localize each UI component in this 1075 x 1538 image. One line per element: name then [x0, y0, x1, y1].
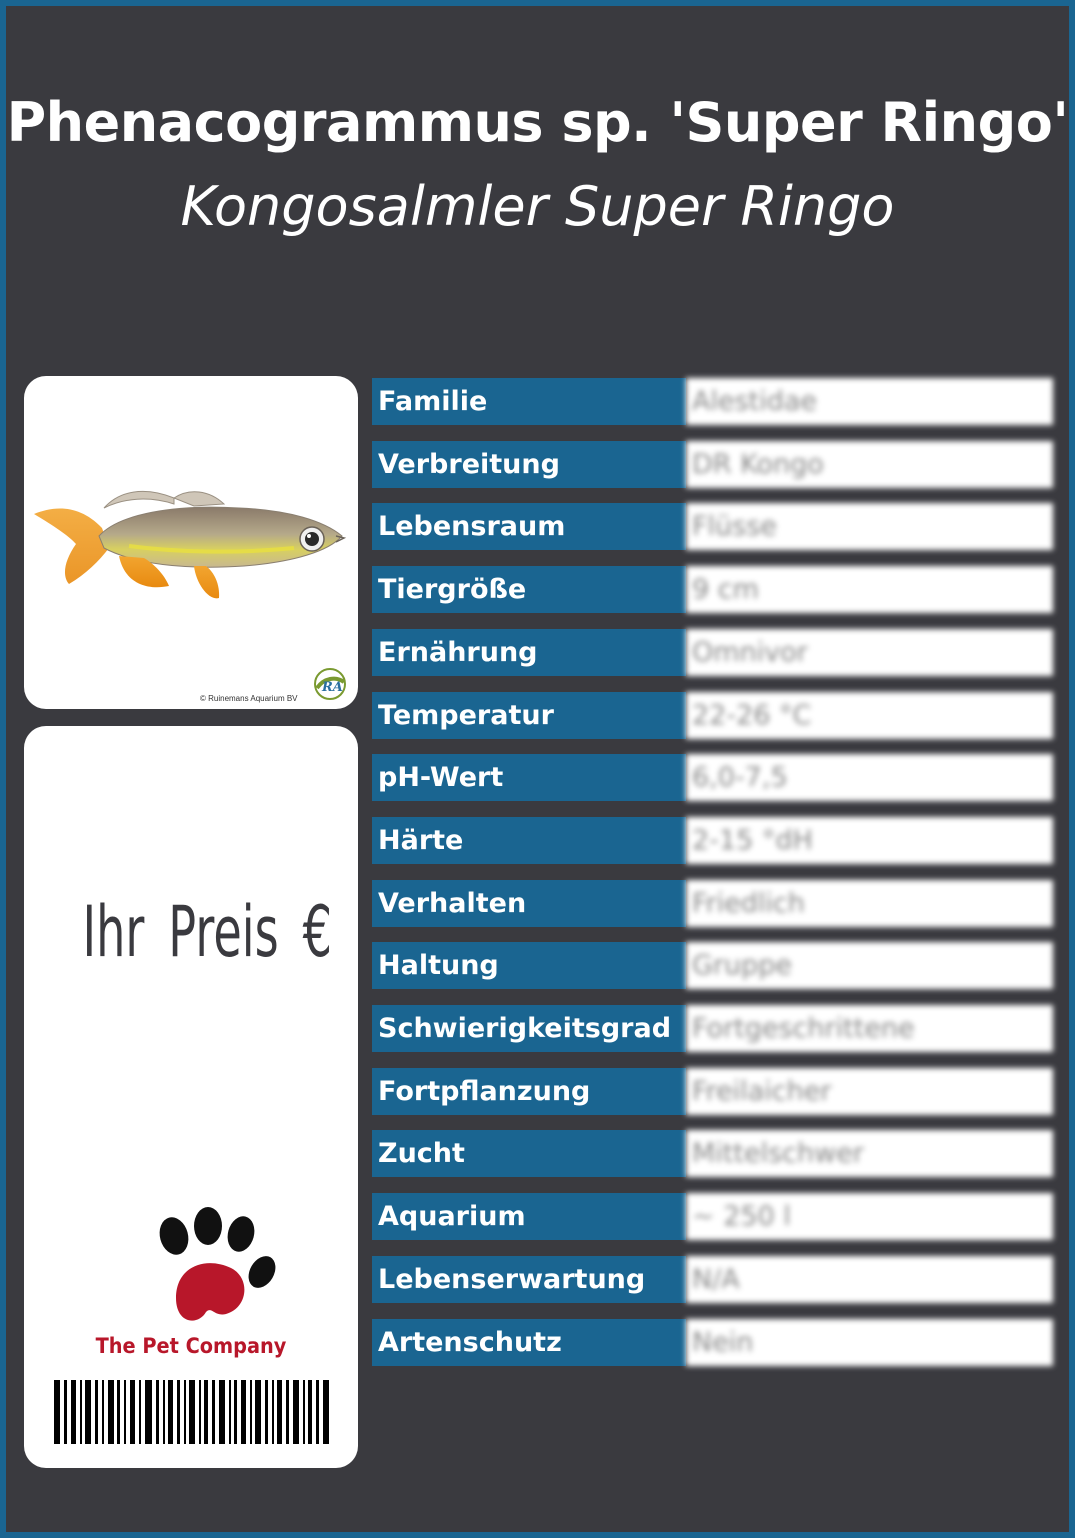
row-label: Fortpflanzung — [372, 1068, 686, 1115]
ruinemans-logo-text: RA — [322, 680, 343, 695]
row-label: Schwierigkeitsgrad — [372, 1005, 686, 1052]
table-row — [372, 754, 1053, 801]
row-label: Haltung — [372, 942, 686, 989]
table-row — [372, 942, 1053, 989]
table-row — [372, 1193, 1053, 1240]
row-value: Gruppe — [686, 942, 1053, 989]
photo-copyright: © Ruinemans Aquarium BV — [200, 694, 298, 703]
barcode-icon — [54, 1380, 334, 1444]
row-value: 6,0-7,5 — [686, 754, 1053, 801]
row-label: Lebenserwartung — [372, 1256, 686, 1303]
ruinemans-logo-icon — [314, 668, 346, 700]
price-panel — [24, 726, 358, 1468]
fish-photo-panel — [24, 376, 358, 709]
row-value: Fortgeschrittene — [686, 1005, 1053, 1052]
row-value: DR Kongo — [686, 441, 1053, 488]
table-row — [372, 503, 1053, 550]
row-value: Freilaicher — [686, 1068, 1053, 1115]
price-label: Ihr Preis € — [82, 891, 332, 973]
table-row — [372, 817, 1053, 864]
row-value: 2-15 °dH — [686, 817, 1053, 864]
table-row — [372, 441, 1053, 488]
row-label: Aquarium — [372, 1193, 686, 1240]
row-label: Familie — [372, 378, 686, 425]
paw-icon — [136, 1206, 286, 1331]
row-label: Härte — [372, 817, 686, 864]
row-value: Flüsse — [686, 503, 1053, 550]
table-row — [372, 378, 1053, 425]
row-label: Verbreitung — [372, 441, 686, 488]
row-value: 9 cm — [686, 566, 1053, 613]
table-row — [372, 566, 1053, 613]
row-label: Artenschutz — [372, 1319, 686, 1366]
row-label: Verhalten — [372, 880, 686, 927]
row-value: Omnivor — [686, 629, 1053, 676]
row-value: ~ 250 l — [686, 1193, 1053, 1240]
brand-name: The Pet Company — [95, 1334, 287, 1358]
table-row — [372, 692, 1053, 739]
species-title: Phenacogrammus sp. 'Super Ringo' — [6, 91, 1069, 154]
row-label: Lebensraum — [372, 503, 686, 550]
fish-photo-icon — [24, 376, 358, 709]
row-value: Alestidae — [686, 378, 1053, 425]
table-row — [372, 1005, 1053, 1052]
species-common-name: Kongosalmler Super Ringo — [180, 175, 895, 238]
row-label: Zucht — [372, 1130, 686, 1177]
row-value: Nein — [686, 1319, 1053, 1366]
table-row — [372, 1256, 1053, 1303]
table-row — [372, 1319, 1053, 1366]
row-value: Friedlich — [686, 880, 1053, 927]
row-value: Mittelschwer — [686, 1130, 1053, 1177]
row-value: 22-26 °C — [686, 692, 1053, 739]
table-row — [372, 629, 1053, 676]
row-label: Tiergröße — [372, 566, 686, 613]
table-row — [372, 1068, 1053, 1115]
row-label: pH-Wert — [372, 754, 686, 801]
table-row — [372, 1130, 1053, 1177]
row-value: N/A — [686, 1256, 1053, 1303]
table-row — [372, 880, 1053, 927]
row-label: Ernährung — [372, 629, 686, 676]
row-label: Temperatur — [372, 692, 686, 739]
